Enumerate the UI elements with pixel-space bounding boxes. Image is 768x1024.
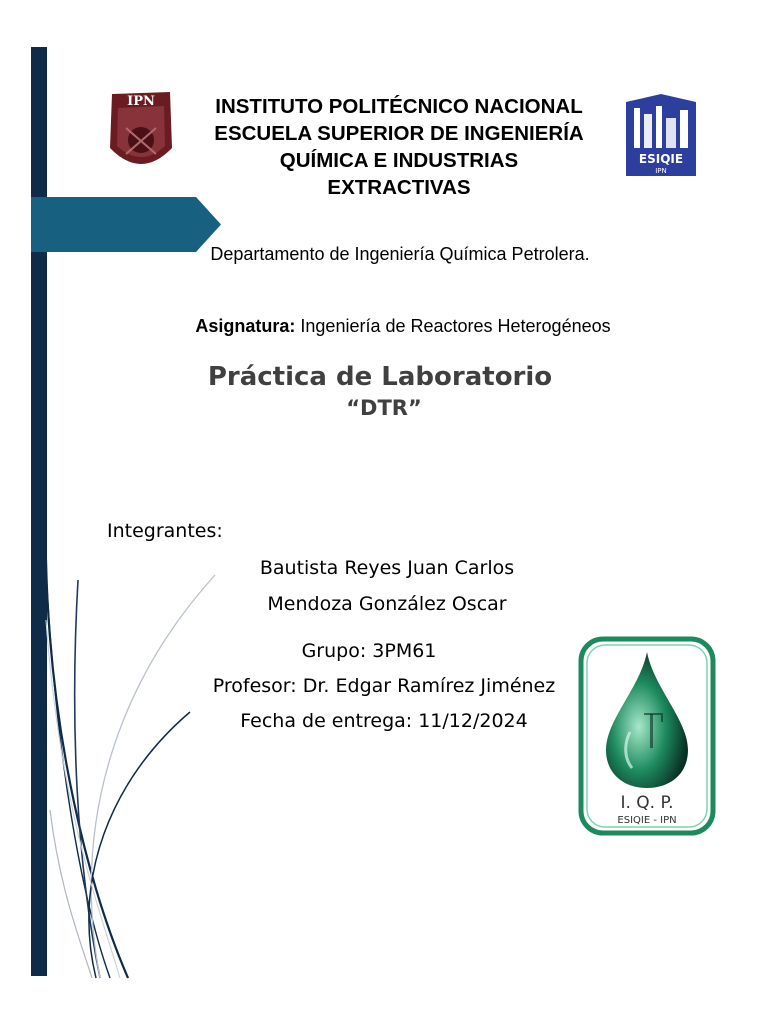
group: Grupo: 3PM61	[301, 640, 437, 662]
delivery-date: Fecha de entrega: 11/12/2024	[240, 710, 528, 732]
institution-line-4: EXTRACTIVAS	[327, 176, 471, 199]
institution-line-2: ESCUELA SUPERIOR DE INGENIERÍA	[214, 122, 584, 145]
member-name-1: Bautista Reyes Juan Carlos	[259, 557, 515, 579]
decorative-swirl	[0, 560, 230, 980]
ipn-logo-text: IPN	[127, 94, 155, 109]
practice-title: Práctica de Laboratorio	[207, 362, 553, 392]
professor: Profesor: Dr. Edgar Ramírez Jiménez	[212, 675, 556, 697]
institution-line-3: QUÍMICA E INDUSTRIAS	[279, 149, 519, 172]
subject-value: Ingeniería de Reactores Heterogéneos	[300, 316, 611, 336]
esiqie-logo	[624, 92, 698, 178]
members-label: Integrantes:	[107, 520, 223, 542]
iqp-logo-text: I. Q. P.	[620, 793, 674, 813]
department: Departamento de Ingeniería Química Petrolera.	[210, 244, 590, 264]
member-name-2: Mendoza González Oscar	[267, 593, 507, 615]
subject-label: Asignatura:	[195, 316, 296, 336]
iqp-logo	[578, 636, 716, 836]
ipn-logo	[108, 88, 174, 180]
esiqie-logo-subtext: IPN	[655, 167, 667, 175]
subject	[0, 316, 768, 337]
practice-subtitle: “DTR”	[346, 396, 422, 420]
esiqie-logo-text: ESIQIE	[638, 152, 684, 166]
institution-line-1: INSTITUTO POLITÉCNICO NACIONAL	[215, 95, 583, 118]
institution-header	[186, 93, 612, 201]
iqp-logo-subtext: ESIQIE - IPN	[617, 815, 677, 826]
